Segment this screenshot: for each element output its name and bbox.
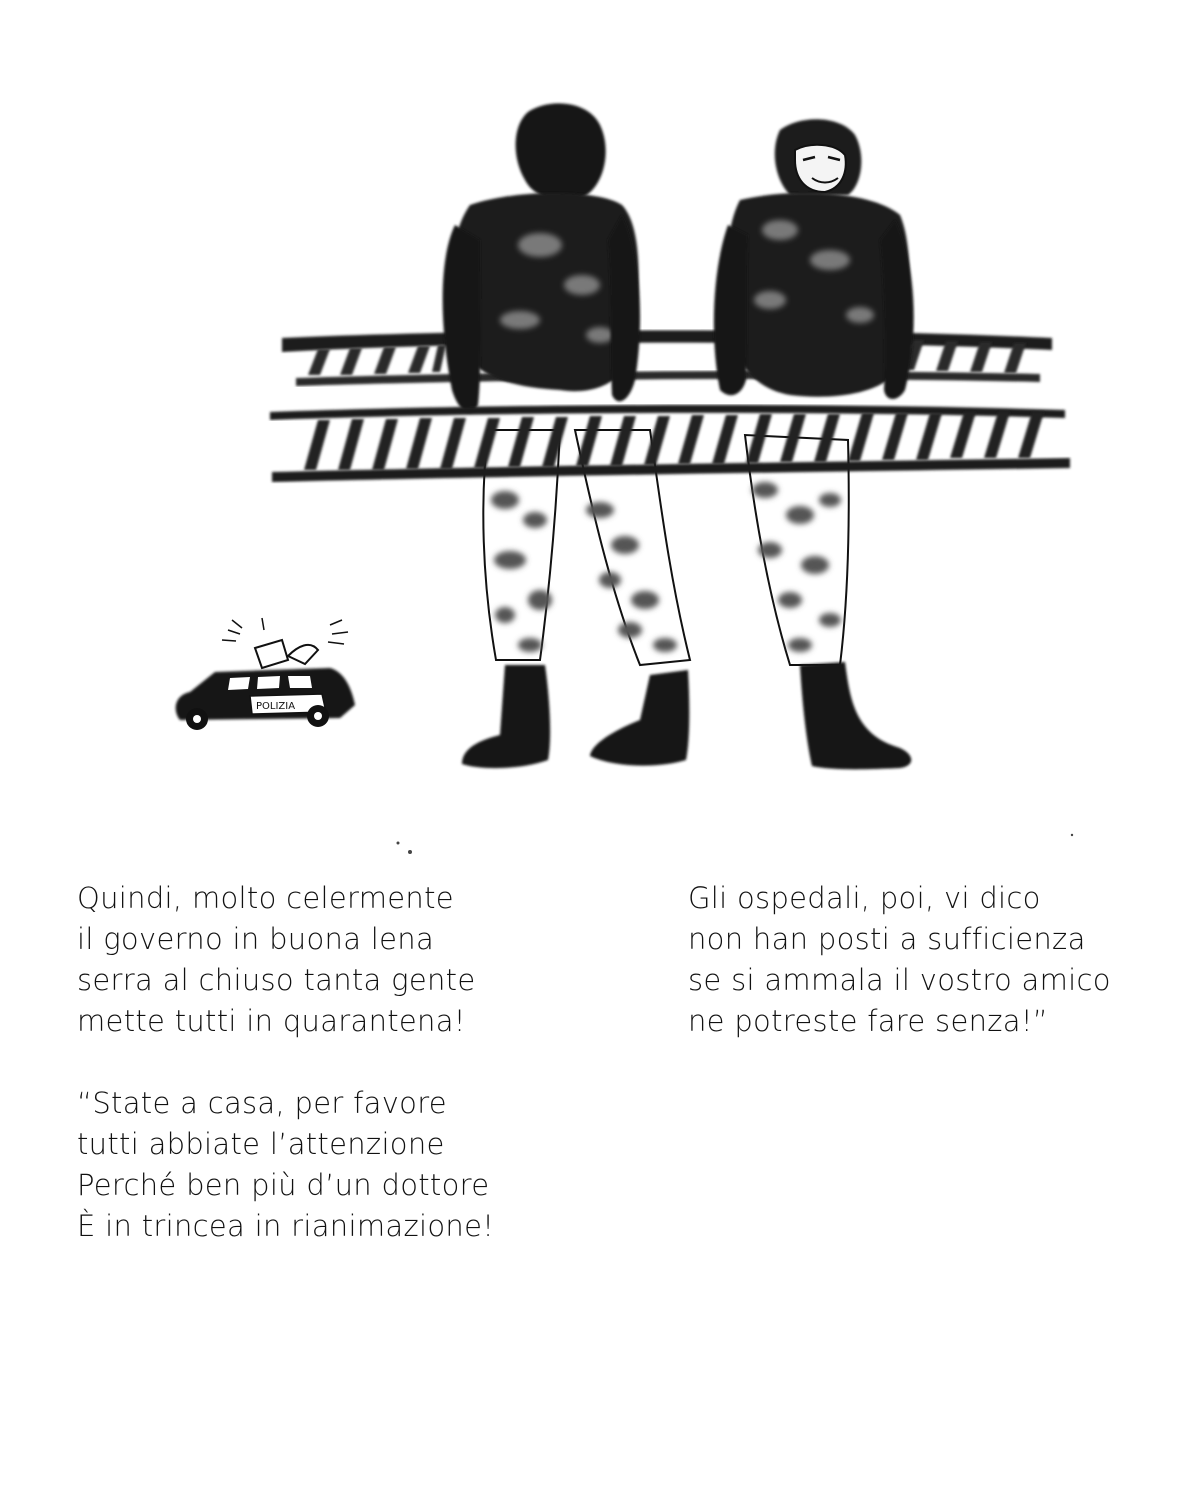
verse-line: non han posti a sufficienza [688, 922, 1086, 956]
verse-line: se si ammala il vostro amico [688, 963, 1111, 997]
stanza-2 [77, 1083, 597, 1247]
verse-line: tutti abbiate l’attenzione [77, 1127, 445, 1161]
verse-line: “State a casa, per favore [77, 1086, 447, 1120]
stanza-3 [688, 878, 1178, 1042]
verse-line: serra al chiuso tanta gente [77, 963, 476, 997]
poem-right-column [688, 878, 1178, 1083]
verse-line: È in trincea in rianimazione! [77, 1209, 495, 1243]
verse-line: Quindi, molto celermente [77, 881, 454, 915]
poem-left-column [77, 878, 597, 1288]
verse-line: Perché ben più d’un dottore [77, 1168, 490, 1202]
verse-line: ne potreste fare senza!” [688, 1004, 1049, 1038]
verse-line: Gli ospedali, poi, vi dico [688, 881, 1041, 915]
barrier-tape-lower [270, 405, 1070, 482]
stanza-1 [77, 878, 597, 1042]
soldier-right [714, 119, 914, 769]
ink-specks [397, 834, 1074, 854]
police-car-icon [176, 618, 355, 730]
verse-line: mette tutti in quarantena! [77, 1004, 466, 1038]
police-car-label: POLIZIA [256, 701, 296, 712]
verse-line: il governo in buona lena [77, 922, 435, 956]
barrier-tape-upper [282, 330, 1052, 386]
